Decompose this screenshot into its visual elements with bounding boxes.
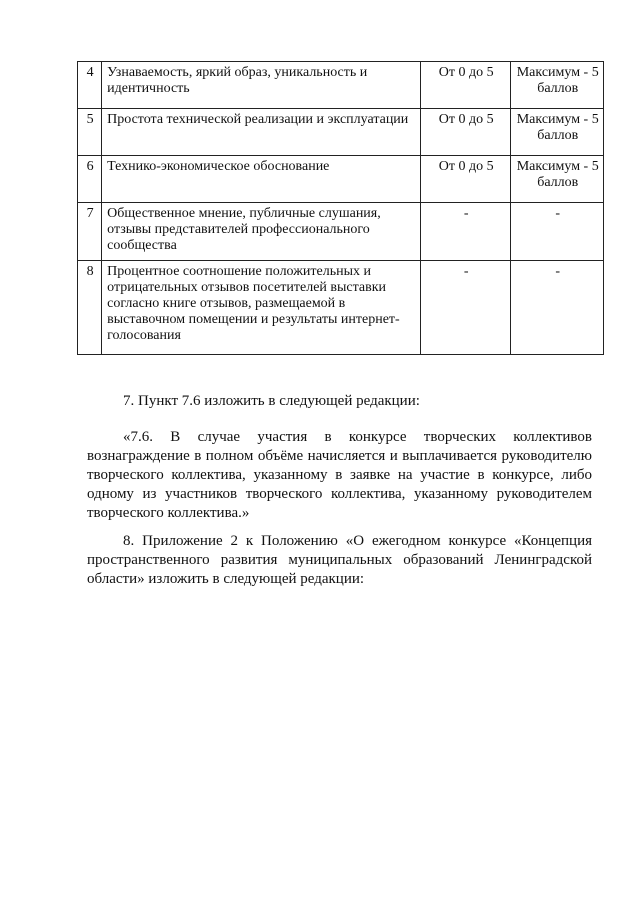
table-row	[78, 109, 604, 156]
score-range: -	[420, 261, 511, 355]
row-number: 4	[78, 62, 102, 109]
max-score: Максимум - 5 баллов	[511, 156, 604, 203]
row-number: 7	[78, 203, 102, 261]
criterion-name: Простота технической реализации и эксплуатации	[102, 109, 421, 156]
table-row	[78, 261, 604, 355]
score-range: От 0 до 5	[420, 62, 511, 109]
criterion-name: Процентное соотношение положительных и отрицательных отзывов посетителей выставки согласно книге отзывов, размещаемой в выставочном помещении и результаты интернет-голосования	[102, 261, 421, 355]
paragraph-clause-7-6: «7.6. В случае участия в конкурсе творческих коллективов вознаграждение в полном объёме начисляется и выплачивается руководителю творческого коллектива, указанному в заявке на участие в конкурсе, либо одному из участников творческого коллектива, указанному руководителем творческого коллектива.»	[87, 429, 592, 521]
row-number: 5	[78, 109, 102, 156]
score-range: -	[420, 203, 511, 261]
max-score: Максимум - 5 баллов	[511, 62, 604, 109]
score-range: От 0 до 5	[420, 156, 511, 203]
criterion-name: Узнаваемость, яркий образ, уникальность и идентичность	[102, 62, 421, 109]
table-row	[78, 203, 604, 261]
paragraph-item-8: 8. Приложение 2 к Положению «О ежегодном конкурсе «Концепция пространственного развития муниципальных образований Ленинградской области» изложить в следующей редакции:	[87, 533, 592, 587]
criteria-table	[77, 61, 604, 355]
table-row	[78, 62, 604, 109]
criterion-name: Общественное мнение, публичные слушания, отзывы представителей профессионального сообщества	[102, 203, 421, 261]
score-range: От 0 до 5	[420, 109, 511, 156]
criterion-name: Технико-экономическое обоснование	[102, 156, 421, 203]
row-number: 6	[78, 156, 102, 203]
max-score: -	[511, 261, 604, 355]
max-score: Максимум - 5 баллов	[511, 109, 604, 156]
table-row	[78, 156, 604, 203]
paragraph-item-7: 7. Пункт 7.6 изложить в следующей редакции:	[123, 393, 420, 409]
max-score: -	[511, 203, 604, 261]
row-number: 8	[78, 261, 102, 355]
